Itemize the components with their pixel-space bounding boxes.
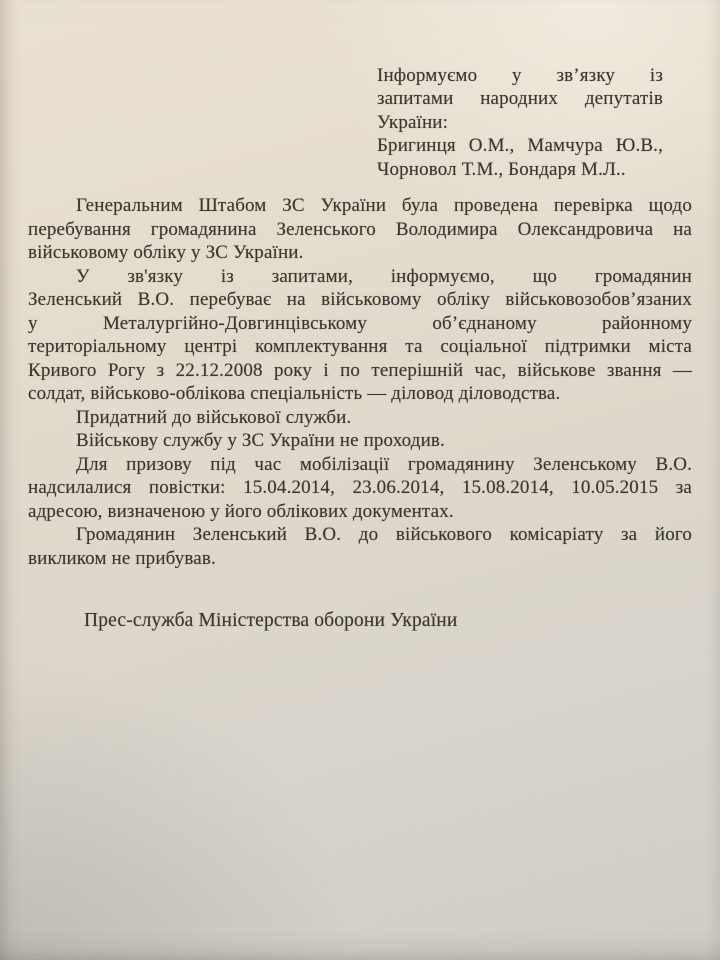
signature-line: Прес-служба Міністерства оборони України bbox=[84, 610, 458, 631]
body-line: Кривого Рогу з 22.12.2008 року і по теперішній час, військове звання — bbox=[28, 359, 692, 381]
body-line: викликом не прибував. bbox=[28, 547, 216, 569]
body-line: у Металургійно-Довгинцівському об’єднаному районному bbox=[28, 312, 692, 334]
header-line: Інформуємо у зв’язку із bbox=[377, 65, 663, 86]
body-line: Придатний до військової служби. bbox=[76, 406, 352, 428]
body-line: перебування громадянина Зеленського Володимира Олександровича на bbox=[28, 218, 692, 240]
body-line: надсилалися повістки: 15.04.2014, 23.06.2014, 15.08.2014, 10.05.2015 за bbox=[28, 477, 692, 498]
header-line: Чорновол Т.М., Бондаря М.Л.. bbox=[377, 158, 626, 180]
body-line: У зв'язку із запитами, інформуємо, що громадянин bbox=[76, 265, 692, 287]
header-line: Бригинця О.М., Мамчура Ю.В., bbox=[377, 135, 663, 157]
body-line: солдат, військово-облікова спеціальність — діловод діловодства. bbox=[28, 383, 561, 404]
body-line: адресою, визначеною у його облікових документах. bbox=[28, 500, 454, 522]
body-line: Військову службу у ЗС України не проходив. bbox=[76, 430, 445, 451]
body-line: Для призову під час мобілізації громадянину Зеленському В.О. bbox=[76, 453, 692, 475]
body-line: військовому обліку у ЗС України. bbox=[28, 242, 304, 263]
header-line: запитами народних депутатів bbox=[377, 88, 663, 110]
document-body bbox=[28, 194, 692, 570]
body-line: територіальному центрі комплектування та соціальної підтримки міста bbox=[28, 336, 692, 357]
body-line: Генеральним Штабом ЗС України була проведена перевірка щодо bbox=[76, 195, 692, 216]
header-line: України: bbox=[377, 111, 449, 133]
body-line: Громадянин Зеленський В.О. до військового комісаріату за його bbox=[76, 524, 692, 545]
recipients-block bbox=[377, 64, 663, 181]
body-line: Зеленський В.О. перебуває на військовому обліку військовозобов’язаних bbox=[28, 289, 692, 310]
